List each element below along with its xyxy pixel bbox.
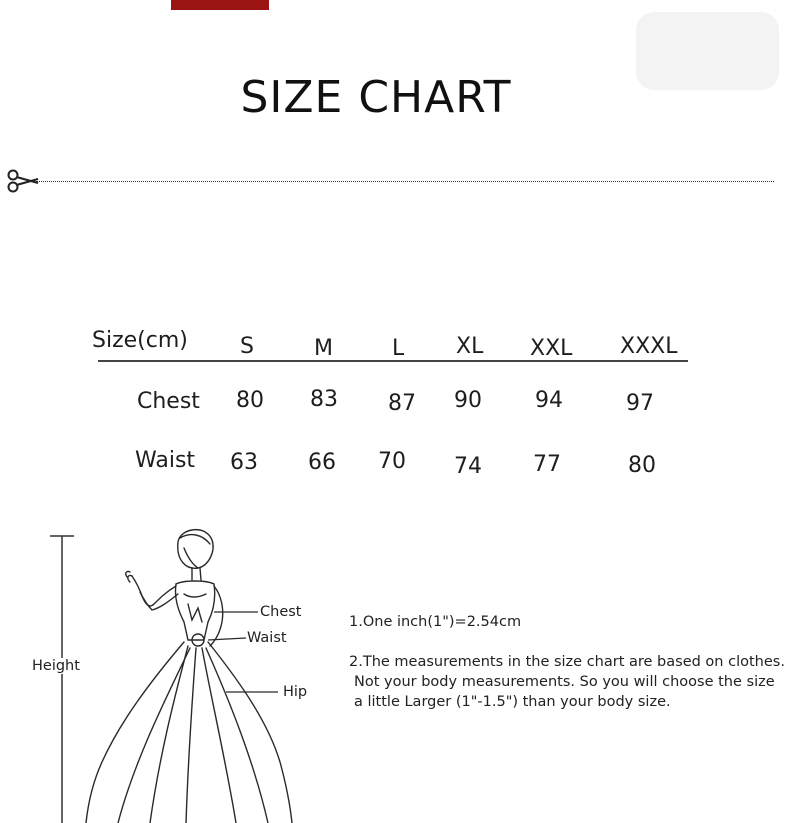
size-header-label: Size(cm) — [92, 328, 188, 353]
chest-value-s: 80 — [236, 388, 264, 413]
size-header-xxxl: XXXL — [620, 334, 678, 359]
size-header-s: S — [240, 334, 254, 359]
size-header-m: M — [314, 336, 333, 361]
waist-value-l: 70 — [378, 449, 406, 474]
note-measurement-line-2: Not your body measurements. So you will choose the size — [354, 674, 775, 690]
size-header-xxl: XXL — [530, 336, 573, 361]
row-label-chest: Chest — [137, 389, 200, 414]
waist-value-m: 66 — [308, 450, 336, 475]
height-label: Height — [32, 658, 80, 674]
chest-value-m: 83 — [310, 387, 338, 412]
height-ruler — [48, 534, 76, 823]
waist-pointer-label: Waist — [247, 630, 287, 646]
row-label-waist: Waist — [135, 448, 196, 473]
cut-line — [36, 181, 774, 182]
chest-value-xxl: 94 — [535, 388, 563, 413]
table-header-divider — [98, 360, 688, 362]
waist-value-xxxl: 80 — [628, 453, 656, 478]
scissors-icon — [6, 168, 40, 194]
hip-pointer-label: Hip — [283, 684, 308, 700]
waist-value-s: 63 — [230, 450, 258, 475]
size-header-xl: XL — [456, 334, 484, 359]
waist-value-xxl: 77 — [533, 452, 561, 477]
note-inch-conversion: 1.One inch(1")=2.54cm — [349, 614, 522, 630]
waist-value-xl: 74 — [454, 454, 482, 479]
gown-figure-illustration — [80, 522, 320, 823]
chest-value-l: 87 — [388, 391, 416, 416]
note-measurement-line-3: a little Larger (1"-1.5") than your body size. — [354, 694, 671, 710]
chest-pointer-label: Chest — [260, 604, 302, 620]
top-red-banner-edge — [171, 0, 269, 10]
chest-value-xl: 90 — [454, 388, 482, 413]
size-header-l: L — [392, 336, 405, 361]
note-measurement-line-1: 2.The measurements in the size chart are based on clothes. — [349, 654, 785, 670]
chest-value-xxxl: 97 — [626, 391, 654, 416]
page-title: SIZE CHART — [240, 72, 512, 123]
